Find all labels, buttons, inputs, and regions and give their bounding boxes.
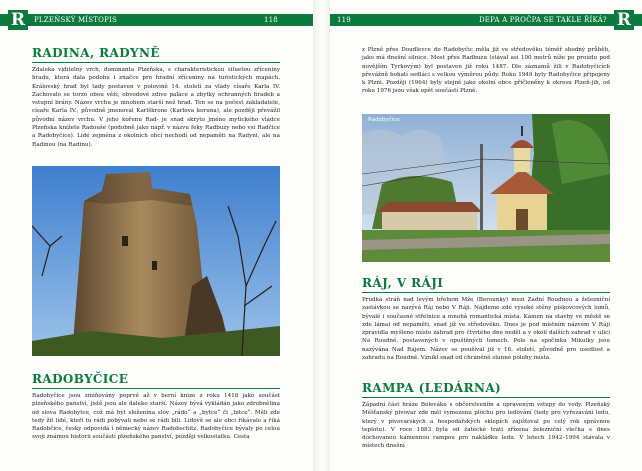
heading-rampa: RAMPA (LEDÁRNA) xyxy=(362,381,502,395)
text-raj: Prudká stráň nad levým břehem Mže (Berounky) mezi Zadní Roudnou a železniční zastávkou se nazývá Ráj nebo V Ráji. Najdeme zde vysoké stěny pískovcových lomů, bývalé i současné střelnice a mnohá romantická místa. Kámen na stavby ve městě se zde lámal od nepaměti, snad již ve středověku. Dnes je pod místním názvem V Ráji zpravidla myšleno místo zahrad pro čtvrtého dne neděl a v okolí dalších zahrad v ulici Na Roudné, postavených v opuštěných lomech. Pole na spočinku Mikulky jsou nazývána Nad Rájem. Název se používal již v 16. století, původně pro usedlost a zahradu na Roudné. Vznikl snad od chráněné slunné polohy místa. xyxy=(362,297,610,362)
photo-radobycice-chapel xyxy=(362,114,610,262)
heading-rule xyxy=(32,388,280,389)
photo-caption: Radobyčice xyxy=(368,117,400,123)
left-page-number: 118 xyxy=(264,16,278,24)
heading-rule xyxy=(362,292,610,293)
left-section-radobycice xyxy=(32,372,280,442)
section-letter-right: R xyxy=(614,10,634,30)
section-letter-left: R xyxy=(8,10,28,30)
right-intro xyxy=(362,46,610,96)
right-section-raj xyxy=(362,276,610,362)
text-rampa: Západní část hráze Boleváku s občerstvením a upraveným vstupy do vody. Plzeňský Měšťanský pivovar zde měl vymezenu plochu pro ledování (tedy pro vyřezávání ledu, který v pivovarských a hospodářských sklepích zajišťoval po celý rok správnou teplotu). V roce 1883 byla od žatecké trati zřízena železniční vlečka s dnes dochovanou kamennou rampou pro nakládku ledu. V letech 1942–1994 stávala v místech dnešní xyxy=(362,402,610,450)
photo-radyne-castle xyxy=(32,166,280,356)
heading-rule xyxy=(32,62,280,63)
text-radobycice-continued: z Plzně přes Doudlevce do Radobyčic měla již ve středověku téměř shodný průběh, jako má dnešní silnice. Most přes Radbuzu (stával asi 100 metrů níže po proudu pod novějším Tyrkovým) byl postaven již roku 1487. Dle záznamů žili v Radobyčicích převážně bohatí sedláci s velkou výměrou půdy. Roku 1949 byly Radobyčice připojeny k Plzni. Později (1964) byly stejně jako okolní obce přičleněny k okresu Plzeň-jih, od roku 1976 jsou však opět součástí Plzně. xyxy=(362,47,610,95)
heading-radina: RADINA, RADYNĚ xyxy=(32,46,160,60)
text-radina: Zdaleka viditelný vrch, dominanta Plzeňska, s charakteristickou siluetou zříceniny hradu, která dala podobu i značce pro hradní zříceniny na turistických mapách. Královský hrad byl tady postaven v polovině 14. století za vlády císaře Karla IV. Zachovalo se torzo obou věží, obvodové zdivo paláce a zbytky ochranných hradeb a vstupní brány. Název vrchu je mnohem starší než hrad. Ten se na počest zakladatele, císaře Karla IV., původně jmenoval Karlškrone (Karlova koruna), ale později převážil původní název vrchu. V jeho kořenu Rad- je snad skryto jméno mytického vládce Plzeňska knížete Radouše (podobně jako např. v názvu feky Radbuzy nebo vsi Radčice a Radobyčice). Lidé zejména z okolních obcí nechodí od nepaměti na Radyni, ale na Radinou (na Radinu). xyxy=(32,67,280,148)
left-section-radina xyxy=(32,46,280,149)
left-running-title: PLZEŇSKÝ MÍSTOPIS xyxy=(34,16,117,24)
text-radobycice: Radobyčice jsou zmiňovány poprvé až v berní knize z roku 1418 jako součást plzeňského panství, jistě jsou ale daleko starší. Název bývá vykládán jako zdrobnělina od slova Radobytce, což má být složenina slov „rádo“ a „bytce“ či „bitce“. Měli zde tedy žít lidé, kteří tu rádi pobývali nebo se rádi bili. Lidově se ale obci říkávalo a říká Radobčice, česky odpovídá i německý název Radobschitz. Radobyčice bývaly po celou svoji známou historii součástí plzeňského panství, později velkostatku. Cesta xyxy=(32,393,280,441)
page-header xyxy=(0,10,642,30)
right-section-rampa xyxy=(362,381,610,451)
heading-raj: RÁJ, V RÁJI xyxy=(362,276,444,290)
book-gutter xyxy=(313,0,330,471)
heading-rule xyxy=(362,397,610,398)
right-page-number: 119 xyxy=(337,16,351,24)
right-running-title: DEPA A PROČPA SE TAKLE ŘÍKÁ? xyxy=(479,16,607,24)
heading-radobycice: RADOBYČICE xyxy=(32,372,129,386)
